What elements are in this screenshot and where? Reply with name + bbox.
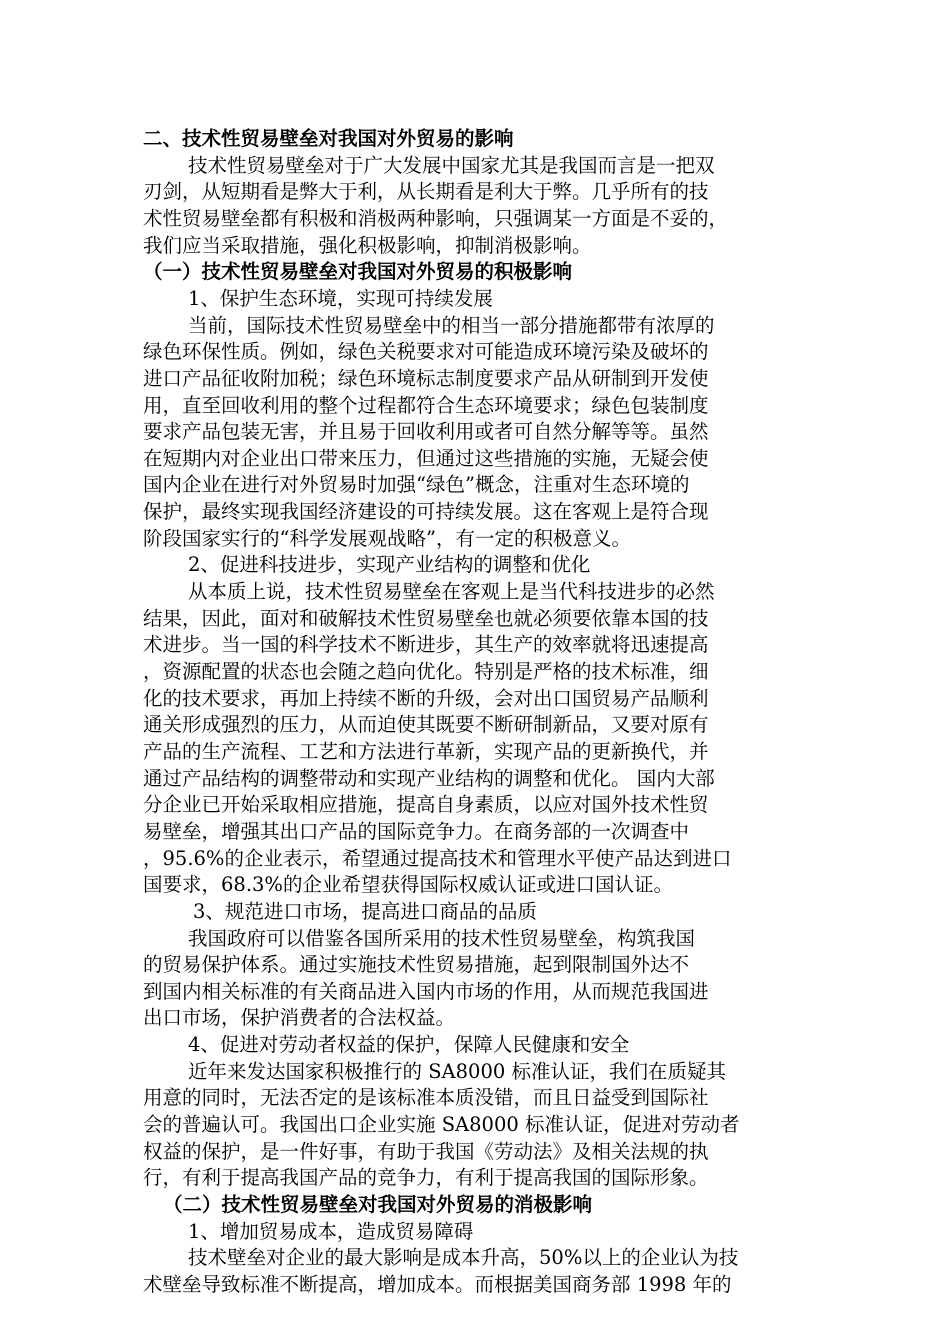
text-line: 1、增加贸易成本，造成贸易障碍 <box>188 1219 474 1243</box>
text-line: 保护，最终实现我国经济建设的可持续发展。这在客观上是符合现 <box>143 500 709 524</box>
section-heading: （一）技术性贸易壁垒对我国对外贸易的积极影响 <box>143 260 573 284</box>
section-heading: 二、技术性贸易壁垒对我国对外贸易的影响 <box>143 127 514 150</box>
text-line: 的贸易保护体系。通过实施技术性贸易措施，起到限制国外达不 <box>143 953 690 977</box>
text-line: 当前，国际技术性贸易壁垒中的相当一部分措施都带有浓厚的 <box>188 313 715 337</box>
text-line: 易壁垒，增强其出口产品的国际竞争力。在商务部的一次调查中 <box>143 819 690 843</box>
text-line: 4、促进对劳动者权益的保护，保障人民健康和安全 <box>188 1033 630 1057</box>
text-line: 化的技术要求，再加上持续不断的升级，会对出口国贸易产品顺利 <box>143 686 709 710</box>
text-line: 用意的同时，无法否定的是该标准本质没错，而且日益受到国际社 <box>143 1086 709 1110</box>
text-line: 术壁垒导致标准不断提高，增加成本。而根据美国商务部 1998 年的 <box>143 1272 732 1296</box>
text-line: 行，有利于提高我国产品的竞争力，有利于提高我国的国际形象。 <box>143 1166 709 1190</box>
text-line: 产品的生产流程、工艺和方法进行革新，实现产品的更新换代，并 <box>143 739 709 763</box>
text-line: 到国内相关标准的有关商品进入国内市场的作用，从而规范我国进 <box>143 979 709 1003</box>
text-line: 要求产品包装无害，并且易于回收利用或者可自然分解等等。虽然 <box>143 420 709 444</box>
text-line: 进口产品征收附加税；绿色环境标志制度要求产品从研制到开发使 <box>143 366 709 390</box>
text-line: 术进步。当一国的科学技术不断进步，其生产的效率就将迅速提高 <box>143 633 709 657</box>
text-line: ，资源配置的状态也会随之趋向优化。特别是严格的技术标准，细 <box>143 660 709 683</box>
text-line: 技术壁垒对企业的最大影响是成本升高，50%以上的企业认为技 <box>188 1246 739 1270</box>
text-line: 结果，因此，面对和破解技术性贸易壁垒也就必须要依靠本国的技 <box>143 606 709 630</box>
text-line: 权益的保护，是一件好事，有助于我国《劳动法》及相关法规的执 <box>143 1139 709 1163</box>
text-line: 近年来发达国家积极推行的 SA8000 标准认证，我们在质疑其 <box>188 1059 726 1083</box>
text-line: 绿色环保性质。例如，绿色关税要求对可能造成环境污染及破坏的 <box>143 340 709 364</box>
text-line: 会的普遍认可。我国出口企业实施 SA8000 标准认证，促进对劳动者 <box>143 1113 740 1137</box>
text-line: 在短期内对企业出口带来压力，但通过这些措施的实施，无疑会使 <box>143 446 709 470</box>
text-line: 术性贸易壁垒都有积极和消极两种影响，只强调某一方面是不妥的， <box>143 206 729 230</box>
section-heading: （二）技术性贸易壁垒对我国对外贸易的消极影响 <box>163 1193 593 1216</box>
text-line: 我们应当采取措施，强化积极影响，抑制消极影响。 <box>143 233 592 257</box>
text-line: 阶段国家实行的“科学发展观战略”，有一定的积极意义。 <box>143 526 631 550</box>
text-line: 刃剑，从短期看是弊大于利，从长期看是利大于弊。几乎所有的技 <box>143 180 709 204</box>
text-line: ，95.6%的企业表示，希望通过提高技术和管理水平使产品达到进口 <box>143 846 732 870</box>
text-line: 通过产品结构的调整带动和实现产业结构的调整和优化。 国内大部 <box>143 766 715 790</box>
text-line: 技术性贸易壁垒对于广大发展中国家尤其是我国而言是一把双 <box>188 153 715 177</box>
text-line: 我国政府可以借鉴各国所采用的技术性贸易壁垒，构筑我国 <box>188 926 696 950</box>
text-line: 分企业已开始采取相应措施，提高自身素质，以应对国外技术性贸 <box>143 793 709 817</box>
text-line: 国要求，68.3%的企业希望获得国际权威认证或进口国认证。 <box>143 873 673 897</box>
text-line: 用，直至回收利用的整个过程都符合生态环境要求；绿色包装制度 <box>143 393 709 417</box>
text-line: 2、促进科技进步，实现产业结构的调整和优化 <box>188 553 591 577</box>
text-line: 3、规范进口市场，提高进口商品的品质 <box>193 899 537 923</box>
text-line: 1、保护生态环境，实现可持续发展 <box>188 286 493 310</box>
text-line: 出口市场，保护消费者的合法权益。 <box>143 1006 456 1030</box>
text-line: 国内企业在进行对外贸易时加强“绿色”概念，注重对生态环境的 <box>143 473 690 497</box>
text-line: 从本质上说，技术性贸易壁垒在客观上是当代科技进步的必然 <box>188 580 715 604</box>
text-line: 通关形成强烈的压力，从而迫使其既要不断研制新品，又要对原有 <box>143 713 709 737</box>
